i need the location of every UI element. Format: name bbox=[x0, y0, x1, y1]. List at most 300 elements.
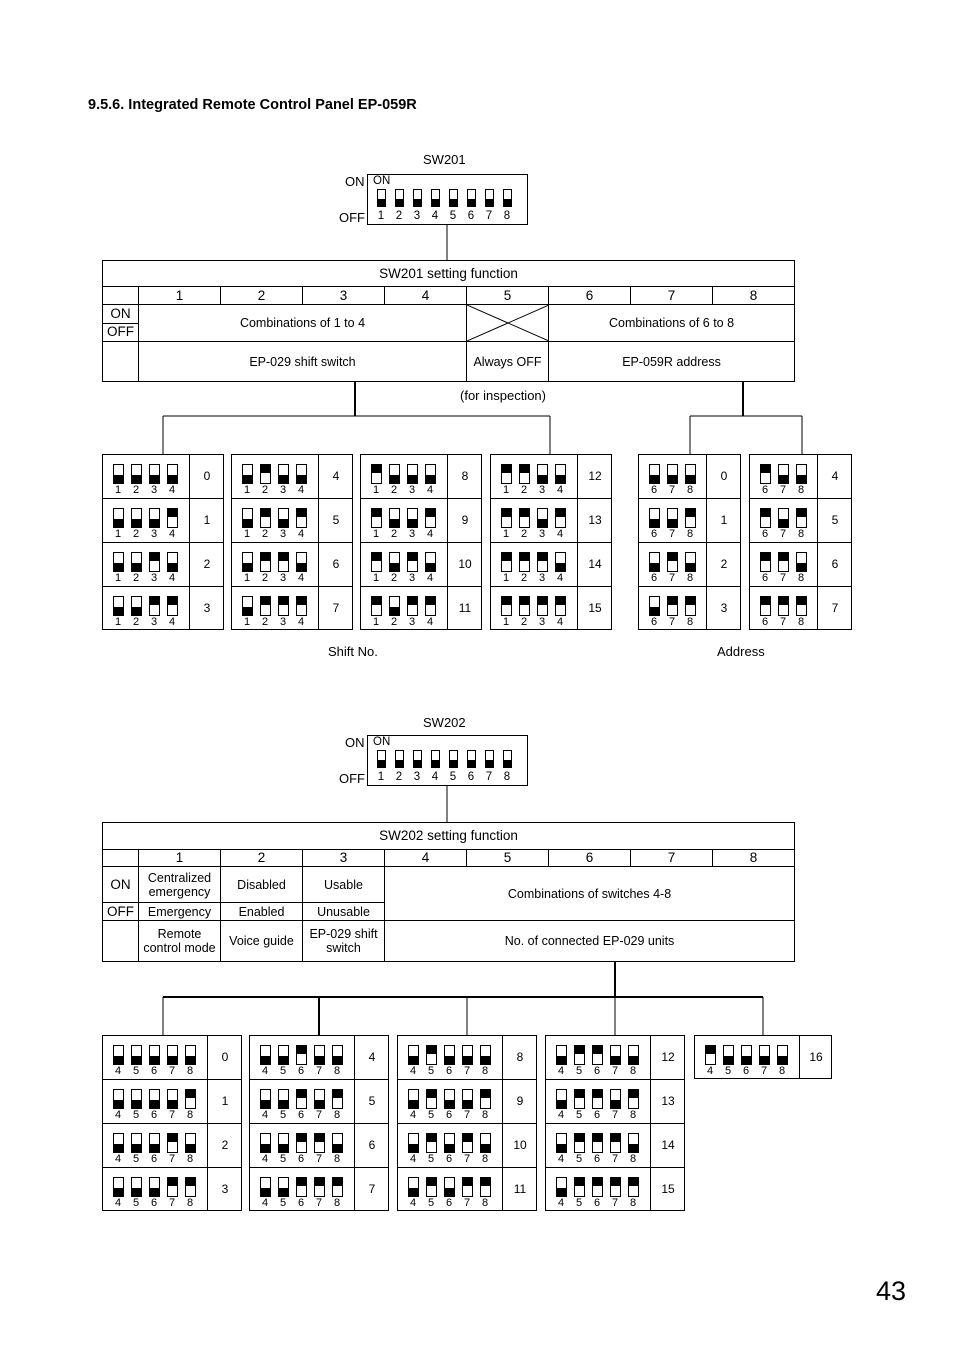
switch-number: 4 bbox=[426, 528, 434, 540]
switch-number: 1 bbox=[243, 528, 251, 540]
switch-knob bbox=[760, 1056, 769, 1064]
dip-toggle bbox=[796, 464, 807, 484]
sw202-col-2: 2 bbox=[221, 850, 303, 867]
switch-number: 5 bbox=[279, 1065, 287, 1077]
switch-number: 6 bbox=[297, 1153, 305, 1165]
units-group-3 bbox=[397, 1035, 537, 1211]
dip-toggle bbox=[260, 464, 271, 484]
setting-value: 14 bbox=[588, 557, 602, 571]
switch-knob bbox=[132, 519, 141, 527]
shift-group-1 bbox=[102, 454, 224, 630]
switch-knob bbox=[593, 1178, 602, 1186]
setting-value: 5 bbox=[332, 513, 340, 527]
dip-toggle bbox=[667, 464, 678, 484]
dip-toggle bbox=[149, 508, 160, 528]
setting-value: 10 bbox=[513, 1138, 527, 1152]
dip-toggle bbox=[592, 1089, 603, 1109]
dip-toggle bbox=[242, 596, 253, 616]
dip-toggle bbox=[574, 1089, 585, 1109]
switch-knob bbox=[797, 475, 806, 483]
row-divider bbox=[750, 498, 851, 499]
switch-number: 6 bbox=[445, 1065, 453, 1077]
dip-toggle bbox=[444, 1133, 455, 1153]
dip-toggle bbox=[556, 1045, 567, 1065]
dip-toggle bbox=[332, 1045, 343, 1065]
sw202-label: SW202 bbox=[423, 715, 466, 730]
switch-knob bbox=[390, 519, 399, 527]
section-title: 9.5.6. Integrated Remote Control Panel EP-059R bbox=[88, 97, 417, 113]
setting-value: 15 bbox=[588, 601, 602, 615]
dip-toggle bbox=[389, 464, 400, 484]
dip-toggle bbox=[628, 1133, 639, 1153]
row-divider bbox=[546, 1167, 684, 1168]
switch-knob bbox=[186, 1056, 195, 1064]
dip-toggle bbox=[389, 508, 400, 528]
switch-number: 4 bbox=[297, 528, 305, 540]
switch-knob bbox=[593, 1090, 602, 1098]
dip-toggle bbox=[796, 508, 807, 528]
dip-toggle bbox=[501, 508, 512, 528]
dip-toggle bbox=[167, 1133, 178, 1153]
sw202-switch-number: 2 bbox=[395, 771, 403, 783]
switch-knob bbox=[132, 1188, 141, 1196]
dip-toggle bbox=[113, 596, 124, 616]
dip-toggle bbox=[649, 508, 660, 528]
dip-toggle bbox=[296, 1177, 307, 1197]
dip-toggle bbox=[260, 552, 271, 572]
switch-number: 4 bbox=[261, 1065, 269, 1077]
switch-knob bbox=[629, 1178, 638, 1186]
switch-number: 6 bbox=[445, 1153, 453, 1165]
sw202-func-3: EP-029 shift switch bbox=[303, 921, 385, 962]
setting-value: 2 bbox=[203, 557, 211, 571]
switch-knob bbox=[297, 509, 306, 517]
shift-group-2 bbox=[231, 454, 353, 630]
switch-knob bbox=[538, 553, 547, 561]
switch-knob bbox=[520, 509, 529, 517]
switch-number: 6 bbox=[297, 1109, 305, 1121]
setting-value: 5 bbox=[831, 513, 839, 527]
switch-number: 4 bbox=[409, 1197, 417, 1209]
switch-knob bbox=[186, 1144, 195, 1152]
switch-knob bbox=[686, 509, 695, 517]
switch-number: 3 bbox=[408, 528, 416, 540]
sw202-row-off: OFF bbox=[103, 903, 139, 921]
switch-number: 4 bbox=[426, 616, 434, 628]
switch-number: 1 bbox=[372, 528, 380, 540]
dip-toggle bbox=[242, 464, 253, 484]
setting-value: 0 bbox=[203, 469, 211, 483]
dip-toggle bbox=[314, 1089, 325, 1109]
switch-knob bbox=[426, 475, 435, 483]
switch-knob bbox=[168, 563, 177, 571]
address-group-1 bbox=[638, 454, 741, 630]
setting-value: 13 bbox=[588, 513, 602, 527]
switch-number: 8 bbox=[686, 572, 694, 584]
row-divider bbox=[398, 1123, 536, 1124]
switch-knob bbox=[481, 1090, 490, 1098]
sw201-col-7: 7 bbox=[631, 287, 713, 305]
switch-knob bbox=[297, 475, 306, 483]
switch-knob bbox=[611, 1134, 620, 1142]
switch-knob bbox=[797, 563, 806, 571]
address-group-2 bbox=[749, 454, 852, 630]
switch-knob bbox=[315, 1056, 324, 1064]
page-number: 43 bbox=[876, 1276, 907, 1306]
dip-toggle bbox=[242, 508, 253, 528]
switch-number: 5 bbox=[575, 1153, 583, 1165]
row-divider bbox=[103, 586, 223, 587]
dip-toggle bbox=[314, 1133, 325, 1153]
switch-knob bbox=[186, 1090, 195, 1098]
switch-number: 6 bbox=[150, 1197, 158, 1209]
switch-knob bbox=[761, 597, 770, 605]
sw202-col-5: 5 bbox=[467, 850, 549, 867]
dip-toggle bbox=[592, 1177, 603, 1197]
row-divider bbox=[639, 498, 740, 499]
dip-toggle bbox=[796, 552, 807, 572]
row-divider bbox=[250, 1123, 388, 1124]
switch-knob bbox=[168, 1178, 177, 1186]
switch-knob bbox=[114, 607, 123, 615]
switch-number: 6 bbox=[761, 572, 769, 584]
switch-number: 6 bbox=[297, 1197, 305, 1209]
switch-number: 2 bbox=[390, 572, 398, 584]
switch-number: 1 bbox=[243, 572, 251, 584]
sw201-col-4: 4 bbox=[385, 287, 467, 305]
dip-toggle bbox=[407, 508, 418, 528]
switch-knob bbox=[297, 597, 306, 605]
dip-toggle bbox=[501, 596, 512, 616]
switch-knob bbox=[557, 1144, 566, 1152]
sw201-col-8: 8 bbox=[713, 287, 795, 305]
switch-number: 2 bbox=[261, 528, 269, 540]
switch-knob bbox=[297, 1046, 306, 1054]
dip-toggle bbox=[278, 464, 289, 484]
switch-knob bbox=[557, 1188, 566, 1196]
switch-knob bbox=[463, 1100, 472, 1108]
switch-number: 8 bbox=[186, 1065, 194, 1077]
switch-knob bbox=[297, 1178, 306, 1186]
dip-toggle bbox=[555, 508, 566, 528]
dip-toggle bbox=[649, 596, 660, 616]
switch-number: 5 bbox=[132, 1065, 140, 1077]
switch-number: 4 bbox=[261, 1197, 269, 1209]
switch-knob bbox=[426, 509, 435, 517]
row-divider bbox=[250, 1167, 388, 1168]
sw202-off-2: Enabled bbox=[221, 903, 303, 921]
dip-toggle bbox=[167, 552, 178, 572]
switch-knob bbox=[150, 475, 159, 483]
switch-knob bbox=[629, 1144, 638, 1152]
switch-number: 5 bbox=[724, 1065, 732, 1077]
switch-number: 1 bbox=[243, 484, 251, 496]
switch-number: 7 bbox=[463, 1109, 471, 1121]
units-group-2 bbox=[249, 1035, 389, 1211]
switch-knob bbox=[556, 509, 565, 517]
dip-toggle bbox=[425, 508, 436, 528]
switch-knob bbox=[556, 475, 565, 483]
setting-value: 0 bbox=[720, 469, 728, 483]
row-divider bbox=[250, 1079, 388, 1080]
dip-toggle bbox=[278, 1045, 289, 1065]
switch-number: 7 bbox=[779, 528, 787, 540]
dip-toggle bbox=[537, 464, 548, 484]
switch-knob bbox=[650, 563, 659, 571]
sw201-row-on: ON bbox=[103, 305, 139, 324]
switch-knob bbox=[408, 553, 417, 561]
switch-number: 5 bbox=[427, 1197, 435, 1209]
dip-toggle bbox=[131, 596, 142, 616]
switch-number: 4 bbox=[557, 1109, 565, 1121]
switch-number: 6 bbox=[742, 1065, 750, 1077]
switch-knob bbox=[150, 1144, 159, 1152]
dip-toggle bbox=[314, 1177, 325, 1197]
switch-number: 2 bbox=[520, 572, 528, 584]
dip-toggle bbox=[574, 1045, 585, 1065]
dip-toggle bbox=[371, 552, 382, 572]
switch-number: 1 bbox=[243, 616, 251, 628]
switch-number: 3 bbox=[279, 484, 287, 496]
sw201-switch-number: 7 bbox=[485, 210, 493, 222]
switch-number: 6 bbox=[593, 1197, 601, 1209]
dip-toggle bbox=[426, 1089, 437, 1109]
dip-toggle bbox=[556, 1089, 567, 1109]
switch-knob bbox=[168, 1056, 177, 1064]
dip-toggle bbox=[167, 596, 178, 616]
switch-knob bbox=[557, 1056, 566, 1064]
switch-number: 1 bbox=[114, 572, 122, 584]
sw201-switch-number: 6 bbox=[467, 210, 475, 222]
switch-number: 4 bbox=[409, 1109, 417, 1121]
sw201-switch-number: 1 bbox=[377, 210, 385, 222]
sw201-switch-number: 2 bbox=[395, 210, 403, 222]
dip-toggle bbox=[113, 1089, 124, 1109]
switch-knob bbox=[575, 1178, 584, 1186]
dip-toggle bbox=[592, 1045, 603, 1065]
switch-number: 8 bbox=[333, 1065, 341, 1077]
switch-knob bbox=[538, 519, 547, 527]
switch-knob bbox=[575, 1090, 584, 1098]
switch-knob bbox=[132, 1144, 141, 1152]
switch-knob bbox=[629, 1056, 638, 1064]
row-divider bbox=[750, 586, 851, 587]
switch-knob bbox=[408, 519, 417, 527]
switch-number: 7 bbox=[315, 1197, 323, 1209]
switch-knob bbox=[279, 1056, 288, 1064]
switch-knob bbox=[611, 1178, 620, 1186]
sw202-col-7: 7 bbox=[631, 850, 713, 867]
switch-number: 5 bbox=[279, 1109, 287, 1121]
switch-knob bbox=[742, 1056, 751, 1064]
setting-value: 3 bbox=[203, 601, 211, 615]
dip-toggle bbox=[555, 552, 566, 572]
switch-knob bbox=[297, 1090, 306, 1098]
switch-number: 1 bbox=[372, 484, 380, 496]
switch-knob bbox=[557, 1100, 566, 1108]
switch-knob bbox=[114, 1100, 123, 1108]
dip-toggle bbox=[242, 552, 253, 572]
sw202-func-1: Remote control mode bbox=[139, 921, 221, 962]
sw202-off-label: OFF bbox=[339, 771, 365, 786]
dip-toggle bbox=[426, 1045, 437, 1065]
row-divider bbox=[232, 542, 352, 543]
switch-knob bbox=[779, 475, 788, 483]
switch-knob bbox=[315, 1134, 324, 1142]
sw202-switch-number: 4 bbox=[431, 771, 439, 783]
dip-toggle bbox=[778, 552, 789, 572]
switch-number: 4 bbox=[261, 1153, 269, 1165]
sw201-col-3: 3 bbox=[303, 287, 385, 305]
switch-number: 5 bbox=[427, 1153, 435, 1165]
switch-knob bbox=[481, 1056, 490, 1064]
switch-number: 7 bbox=[611, 1153, 619, 1165]
dip-toggle bbox=[574, 1133, 585, 1153]
dip-toggle bbox=[480, 1045, 491, 1065]
switch-number: 7 bbox=[315, 1153, 323, 1165]
dip-toggle bbox=[407, 464, 418, 484]
switch-number: 8 bbox=[481, 1109, 489, 1121]
switch-knob bbox=[593, 1046, 602, 1054]
switch-knob bbox=[114, 1144, 123, 1152]
dip-toggle bbox=[444, 1045, 455, 1065]
row-divider bbox=[361, 542, 481, 543]
switch-number: 1 bbox=[502, 528, 510, 540]
row-divider bbox=[639, 542, 740, 543]
dip-toggle bbox=[167, 508, 178, 528]
dip-toggle bbox=[649, 464, 660, 484]
sw201-col-1: 1 bbox=[139, 287, 221, 305]
dip-toggle bbox=[113, 508, 124, 528]
switch-knob bbox=[114, 563, 123, 571]
switch-number: 5 bbox=[132, 1153, 140, 1165]
switch-knob bbox=[724, 1056, 733, 1064]
dip-toggle bbox=[649, 552, 660, 572]
dip-toggle bbox=[462, 1045, 473, 1065]
dip-toggle bbox=[555, 596, 566, 616]
sw202-off-3: Unusable bbox=[303, 903, 385, 921]
switch-knob bbox=[279, 553, 288, 561]
switch-knob bbox=[779, 553, 788, 561]
switch-knob bbox=[409, 1144, 418, 1152]
switch-number: 1 bbox=[114, 616, 122, 628]
setting-value: 14 bbox=[661, 1138, 675, 1152]
dip-toggle bbox=[408, 1089, 419, 1109]
switch-knob bbox=[427, 1046, 436, 1054]
dip-toggle bbox=[296, 464, 307, 484]
sw202-on-3: Usable bbox=[303, 867, 385, 903]
switch-number: 6 bbox=[150, 1109, 158, 1121]
switch-number: 6 bbox=[445, 1197, 453, 1209]
sw201-label: SW201 bbox=[423, 152, 466, 167]
switch-number: 3 bbox=[150, 572, 158, 584]
setting-value: 4 bbox=[368, 1050, 376, 1064]
dip-toggle bbox=[278, 596, 289, 616]
sw202-on-1: Centralized emergency bbox=[139, 867, 221, 903]
row-divider bbox=[103, 1123, 241, 1124]
dip-toggle bbox=[556, 1133, 567, 1153]
sw202-on-2: Disabled bbox=[221, 867, 303, 903]
switch-knob bbox=[372, 553, 381, 561]
switch-knob bbox=[481, 1178, 490, 1186]
switch-knob bbox=[409, 1100, 418, 1108]
dip-toggle bbox=[555, 464, 566, 484]
sw202-switch-number: 5 bbox=[449, 771, 457, 783]
row-divider bbox=[546, 1079, 684, 1080]
setting-value: 4 bbox=[831, 469, 839, 483]
dip-toggle bbox=[425, 464, 436, 484]
sw201-row-off: OFF bbox=[103, 323, 139, 342]
switch-number: 2 bbox=[261, 616, 269, 628]
switch-number: 4 bbox=[706, 1065, 714, 1077]
switch-knob bbox=[520, 553, 529, 561]
switch-number: 8 bbox=[629, 1197, 637, 1209]
dip-toggle bbox=[610, 1045, 621, 1065]
switch-number: 2 bbox=[520, 616, 528, 628]
switch-knob bbox=[779, 519, 788, 527]
dip-toggle bbox=[260, 1133, 271, 1153]
setting-value: 12 bbox=[588, 469, 602, 483]
switch-knob bbox=[686, 597, 695, 605]
dip-toggle bbox=[628, 1045, 639, 1065]
row-divider bbox=[361, 498, 481, 499]
switch-number: 6 bbox=[650, 528, 658, 540]
dip-toggle bbox=[314, 1045, 325, 1065]
sw201-on-label: ON bbox=[345, 174, 365, 189]
shift-caption: Shift No. bbox=[328, 644, 378, 659]
switch-number: 4 bbox=[297, 484, 305, 496]
switch-number: 7 bbox=[668, 484, 676, 496]
setting-value: 0 bbox=[221, 1050, 229, 1064]
switch-knob bbox=[556, 563, 565, 571]
shift-group-3 bbox=[360, 454, 482, 630]
switch-number: 2 bbox=[132, 528, 140, 540]
switch-number: 5 bbox=[427, 1109, 435, 1121]
sw202-switch-number: 6 bbox=[467, 771, 475, 783]
dip-toggle bbox=[426, 1177, 437, 1197]
switch-knob bbox=[408, 475, 417, 483]
sw201-table-header: SW201 setting function bbox=[103, 261, 795, 287]
dip-toggle bbox=[760, 464, 771, 484]
dip-toggle bbox=[131, 1177, 142, 1197]
dip-toggle bbox=[501, 552, 512, 572]
sw202-table-header: SW202 setting function bbox=[103, 823, 795, 850]
switch-knob bbox=[333, 1056, 342, 1064]
switch-knob bbox=[650, 519, 659, 527]
switch-knob bbox=[261, 1056, 270, 1064]
dip-toggle bbox=[167, 1177, 178, 1197]
switch-number: 2 bbox=[132, 572, 140, 584]
switch-number: 7 bbox=[668, 616, 676, 628]
switch-knob bbox=[261, 1188, 270, 1196]
dip-toggle bbox=[296, 508, 307, 528]
setting-value: 9 bbox=[461, 513, 469, 527]
switch-number: 1 bbox=[114, 484, 122, 496]
switch-knob bbox=[481, 1144, 490, 1152]
setting-value: 1 bbox=[203, 513, 211, 527]
switch-number: 8 bbox=[481, 1065, 489, 1077]
row-divider bbox=[103, 1167, 241, 1168]
switch-knob bbox=[315, 1178, 324, 1186]
switch-number: 8 bbox=[629, 1065, 637, 1077]
dip-toggle bbox=[685, 508, 696, 528]
row-divider bbox=[491, 542, 611, 543]
sw202-func-2: Voice guide bbox=[221, 921, 303, 962]
switch-number: 7 bbox=[611, 1109, 619, 1121]
setting-value: 16 bbox=[809, 1050, 823, 1064]
setting-value: 7 bbox=[332, 601, 340, 615]
switch-knob bbox=[150, 519, 159, 527]
